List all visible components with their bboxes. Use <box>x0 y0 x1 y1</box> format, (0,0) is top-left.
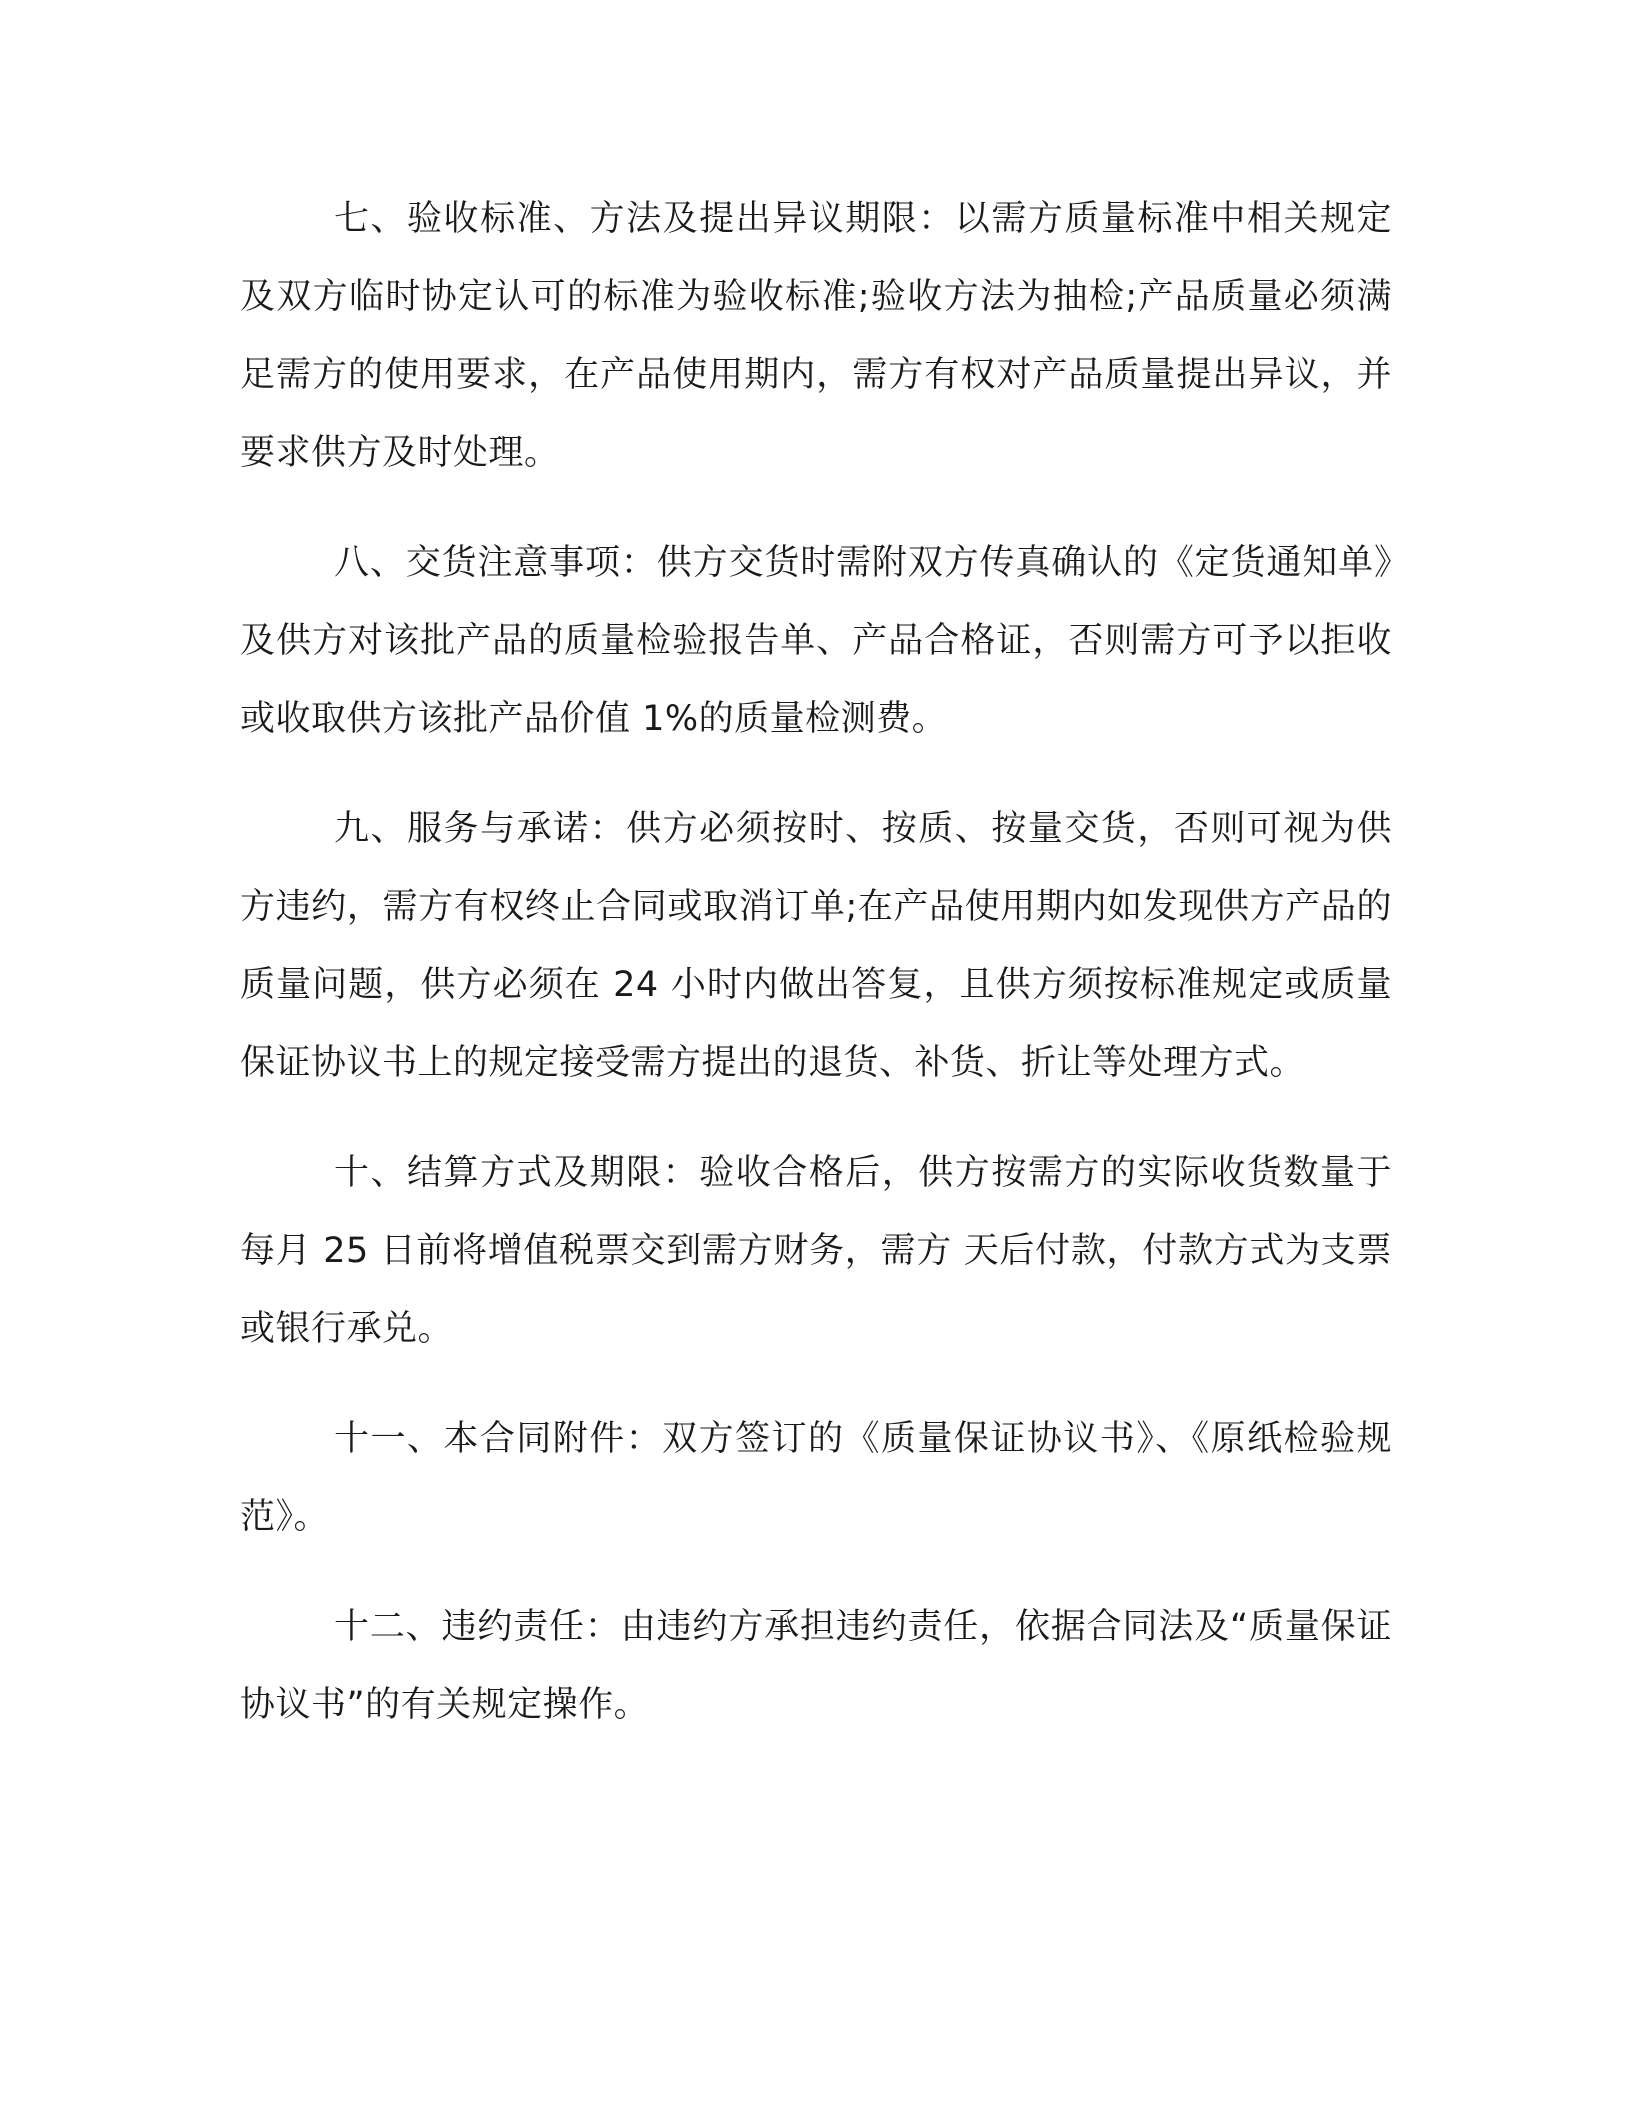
clause-10-settlement: 十、结算方式及期限：验收合格后，供方按需方的实际收货数量于每月 25 日前将增值税票交到需方财务，需方 天后付款，付款方式为支票或银行承兑。 <box>240 1153 1392 1349</box>
clause-8-delivery-notes: 八、交货注意事项：供方交货时需附双方传真确认的《定货通知单》及供方对该批产品的质量检验报告单、产品合格证，否则需方可予以拒收或收取供方该批产品价值 1%的质量检测费。 <box>240 543 1392 739</box>
clause-12-liability: 十二、违约责任：由违约方承担违约责任，依据合同法及“质量保证协议书”的有关规定操作。 <box>240 1607 1392 1725</box>
clause-7-acceptance-standards: 七、验收标准、方法及提出异议期限：以需方质量标准中相关规定及双方临时协定认可的标准为验收标准;验收方法为抽检;产品质量必须满足需方的使用要求，在产品使用期内，需方有权对产品质量提出异议，并要求供方及时处理。 <box>240 199 1392 473</box>
contract-body <box>240 180 1392 1776</box>
clause-11-attachments: 十一、本合同附件：双方签订的《质量保证协议书》、《原纸检验规范》。 <box>240 1419 1392 1537</box>
clause-9-service-commitment: 九、服务与承诺：供方必须按时、按质、按量交货，否则可视为供方违约，需方有权终止合同或取消订单;在产品使用期内如发现供方产品的质量问题，供方必须在 24 小时内做出答复，且供方须按标准规定或质量保证协议书上的规定接受需方提出的退货、补货、折让等处理方式。 <box>240 809 1392 1083</box>
